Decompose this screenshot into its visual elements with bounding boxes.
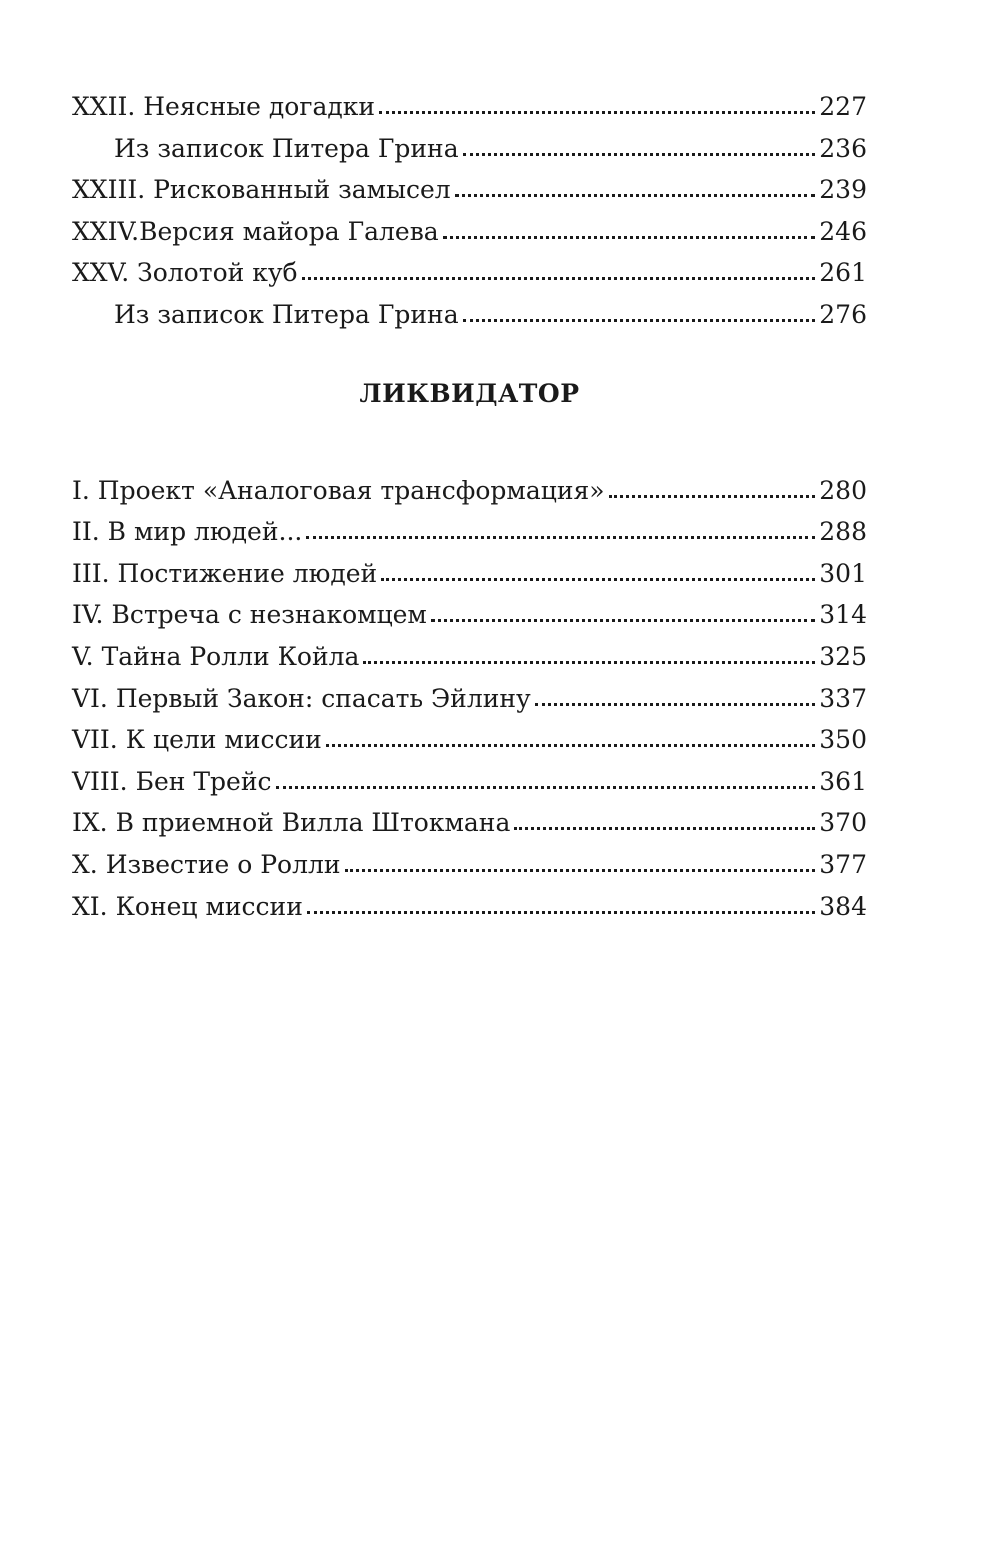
toc-entry-page: 384 [819, 891, 867, 921]
toc-entry[interactable] [72, 511, 867, 553]
table-of-contents [72, 86, 867, 927]
dot-leader [363, 661, 815, 664]
toc-entry-page: 246 [819, 216, 867, 246]
toc-entry-title: I. Проект «Аналоговая трансформация» [72, 475, 605, 505]
toc-entry[interactable] [72, 678, 867, 720]
toc-entry[interactable] [72, 844, 867, 886]
toc-entry[interactable] [72, 802, 867, 844]
toc-entry[interactable] [72, 553, 867, 595]
toc-entry-page: 361 [819, 766, 867, 796]
toc-entry-title: Из записок Питера Грина [114, 299, 459, 329]
toc-part-one [72, 86, 867, 336]
dot-leader [455, 194, 816, 197]
dot-leader [463, 153, 816, 156]
toc-entry-page: 337 [819, 683, 867, 713]
toc-entry-title: XI. Конец миссии [72, 891, 303, 921]
dot-leader [276, 786, 816, 789]
toc-entry-title: XXIV.Версия майора Галева [72, 216, 439, 246]
toc-entry-page: 350 [819, 725, 867, 755]
toc-entry[interactable] [72, 86, 867, 128]
toc-entry-page: 325 [819, 641, 867, 671]
toc-entry-title: IX. В приемной Вилла Штокмана [72, 808, 511, 838]
toc-entry[interactable] [72, 169, 867, 211]
dot-leader [379, 111, 815, 114]
toc-entry[interactable] [72, 719, 867, 761]
toc-entry-page: 280 [819, 475, 867, 505]
dot-leader [307, 911, 815, 914]
toc-entry-page: 301 [819, 558, 867, 588]
toc-entry-title: XXIII. Рискованный замысел [72, 175, 451, 205]
dot-leader [535, 703, 816, 706]
toc-entry-title: XXV. Золотой куб [72, 258, 298, 288]
toc-entry-page: 370 [819, 808, 867, 838]
toc-entry-page: 288 [819, 517, 867, 547]
toc-entry-title: X. Известие о Ролли [72, 849, 341, 879]
dot-leader [609, 495, 816, 498]
section-heading: ЛИКВИДАТОР [359, 378, 580, 408]
toc-entry-page: 239 [819, 175, 867, 205]
toc-entry[interactable] [72, 636, 867, 678]
dot-leader [463, 319, 816, 322]
dot-leader [443, 236, 816, 239]
toc-entry[interactable] [72, 761, 867, 803]
dot-leader [514, 827, 815, 830]
toc-entry-title: VII. К цели миссии [72, 725, 322, 755]
toc-entry[interactable] [72, 211, 867, 253]
toc-entry-page: 227 [819, 92, 867, 121]
toc-entry[interactable] [72, 128, 867, 170]
toc-part-two [72, 470, 867, 928]
dot-leader [302, 277, 816, 280]
toc-entry[interactable] [72, 594, 867, 636]
toc-entry-title: III. Постижение людей [72, 558, 378, 588]
dot-leader [345, 869, 816, 872]
toc-entry-title: IV. Встреча с незнакомцем [72, 600, 427, 630]
toc-entry-title: XXII. Неясные догадки [72, 92, 376, 121]
toc-entry-page: 377 [819, 849, 867, 879]
toc-entry-page: 261 [819, 258, 867, 288]
toc-entry[interactable] [72, 294, 867, 336]
dot-leader [306, 536, 815, 539]
toc-entry-title: VI. Первый Закон: спасать Эйлину [72, 683, 531, 713]
toc-entry[interactable] [72, 470, 867, 512]
toc-entry-title: II. В мир людей... [72, 517, 303, 547]
toc-entry-page: 236 [819, 133, 867, 163]
dot-leader [381, 578, 815, 581]
toc-entry-title: V. Тайна Ролли Койла [72, 641, 360, 671]
toc-entry-title: VIII. Бен Трейс [72, 766, 272, 796]
dot-leader [431, 619, 815, 622]
toc-entry-title: Из записок Питера Грина [114, 133, 459, 163]
dot-leader [326, 744, 815, 747]
toc-entry-page: 314 [819, 600, 867, 630]
toc-entry-page: 276 [819, 299, 867, 329]
toc-entry[interactable] [72, 252, 867, 294]
toc-entry[interactable] [72, 886, 867, 928]
